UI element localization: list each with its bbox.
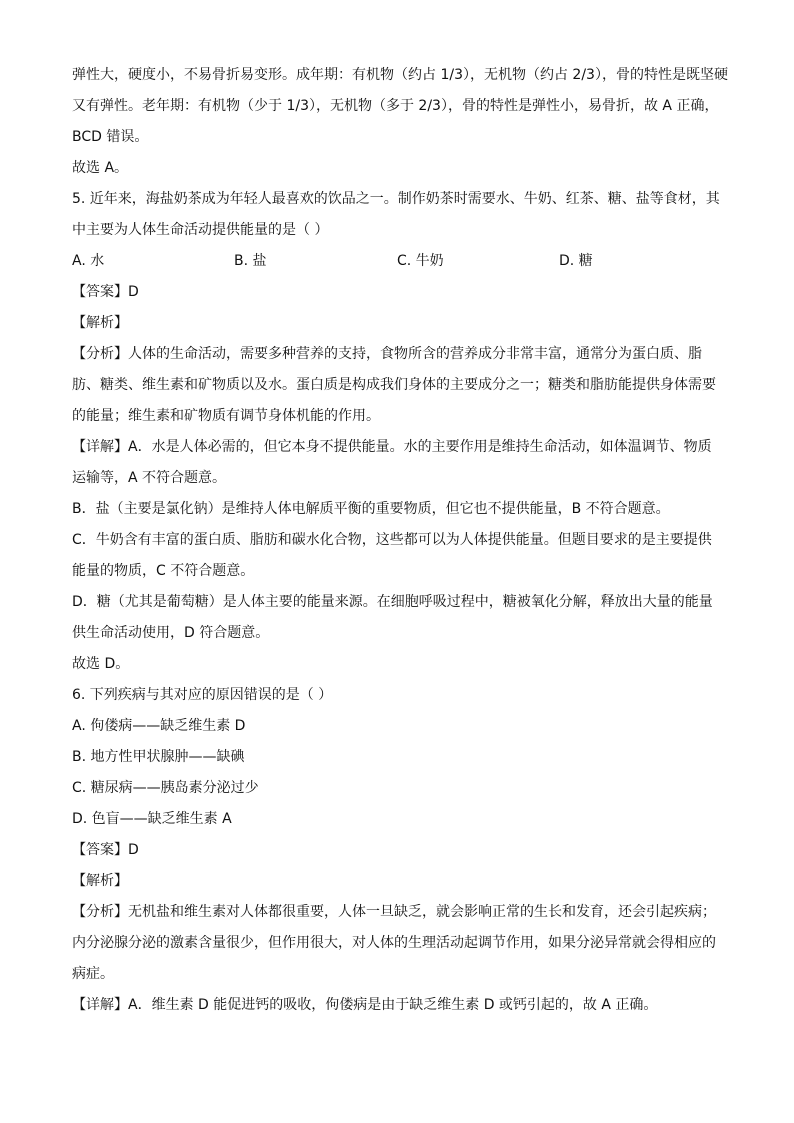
q5-options <box>72 246 727 277</box>
q5-detail-a-line-1: 【详解】A．水是人体必需的，但它本身不提供能量。水的主要作用是维持生命活动，如体温调节、物质 <box>72 439 712 455</box>
q5-option-b: B. 盐 <box>234 253 267 269</box>
q5-detail-c-line-2: 能量的物质，C 不符合题意。 <box>72 563 255 579</box>
prev-final-choice: 故选 A。 <box>72 160 129 176</box>
q5-option-c: C. 牛奶 <box>397 253 444 269</box>
q5-option-a: A. 水 <box>72 253 105 269</box>
q6-option-b: B. 地方性甲状腺肿——缺碘 <box>72 749 245 765</box>
q5-detail-d-line-2: 供生命活动使用，D 符合题意。 <box>72 625 270 641</box>
q5-detail-d-line-1: D．糖（尤其是葡萄糖）是人体主要的能量来源。在细胞呼吸过程中，糖被氧化分解，释放出大量的能量 <box>72 594 713 610</box>
q5-detail-a-line-2: 运输等，A 不符合题意。 <box>72 470 227 486</box>
q6-fenxi-line-3: 病症。 <box>72 966 114 982</box>
q6-fenxi-line-2: 内分泌腺分泌的激素含量很少，但作用很大，对人体的生理活动起调节作用，如果分泌异常就会得相应的 <box>72 935 716 951</box>
q5-fenxi-line-3: 的能量；维生素和矿物质有调节身体机能的作用。 <box>72 408 380 424</box>
q5-final-choice: 故选 D。 <box>72 656 130 672</box>
q5-fenxi-line-2: 肪、糖类、维生素和矿物质以及水。蛋白质是构成我们身体的主要成分之一；糖类和脂肪能提供身体需要 <box>72 377 716 393</box>
q5-option-d: D. 糖 <box>559 253 593 269</box>
q5-answer: 【答案】D <box>72 284 139 300</box>
prev-explanation-line-1: 弹性大，硬度小，不易骨折易变形。成年期：有机物（约占 1/3），无机物（约占 2/3），骨的特性是既坚硬 <box>72 67 728 83</box>
q6-option-a: A. 佝偻病——缺乏维生素 D <box>72 718 246 734</box>
q5-detail-c-line-1: C．牛奶含有丰富的蛋白质、脂肪和碳水化合物，这些都可以为人体提供能量。但题目要求的是主要提供 <box>72 532 712 548</box>
q6-detail-a: 【详解】A．维生素 D 能促进钙的吸收，佝偻病是由于缺乏维生素 D 或钙引起的，故 A 正确。 <box>72 997 658 1013</box>
q5-analysis-heading: 【解析】 <box>72 315 128 331</box>
q5-detail-b: B．盐（主要是氯化钠）是维持人体电解质平衡的重要物质，但它也不提供能量，B 不符合题意。 <box>72 501 670 517</box>
prev-explanation-line-2: 又有弹性。老年期：有机物（少于 1/3），无机物（多于 2/3），骨的特性是弹性小，易骨折，故 A 正确， <box>72 98 719 114</box>
q6-analysis-heading: 【解析】 <box>72 873 128 889</box>
q5-stem-line-2: 中主要为人体生命活动提供能量的是（ ） <box>72 222 329 238</box>
q6-option-d: D. 色盲——缺乏维生素 A <box>72 811 232 827</box>
q6-fenxi-line-1: 【分析】无机盐和维生素对人体都很重要，人体一旦缺乏，就会影响正常的生长和发育，还会引起疾病； <box>72 904 716 920</box>
document-page <box>72 60 727 1021</box>
q6-stem: 6. 下列疾病与其对应的原因错误的是（ ） <box>72 687 333 703</box>
q6-option-c: C. 糖尿病——胰岛素分泌过少 <box>72 780 259 796</box>
q6-answer: 【答案】D <box>72 842 139 858</box>
prev-explanation-line-3: BCD 错误。 <box>72 129 149 145</box>
q5-fenxi-line-1: 【分析】人体的生命活动，需要多种营养的支持，食物所含的营养成分非常丰富，通常分为蛋白质、脂 <box>72 346 702 362</box>
q5-stem-line-1: 5. 近年来，海盐奶茶成为年轻人最喜欢的饮品之一。制作奶茶时需要水、牛奶、红茶、糖、盐等食材，其 <box>72 191 720 207</box>
